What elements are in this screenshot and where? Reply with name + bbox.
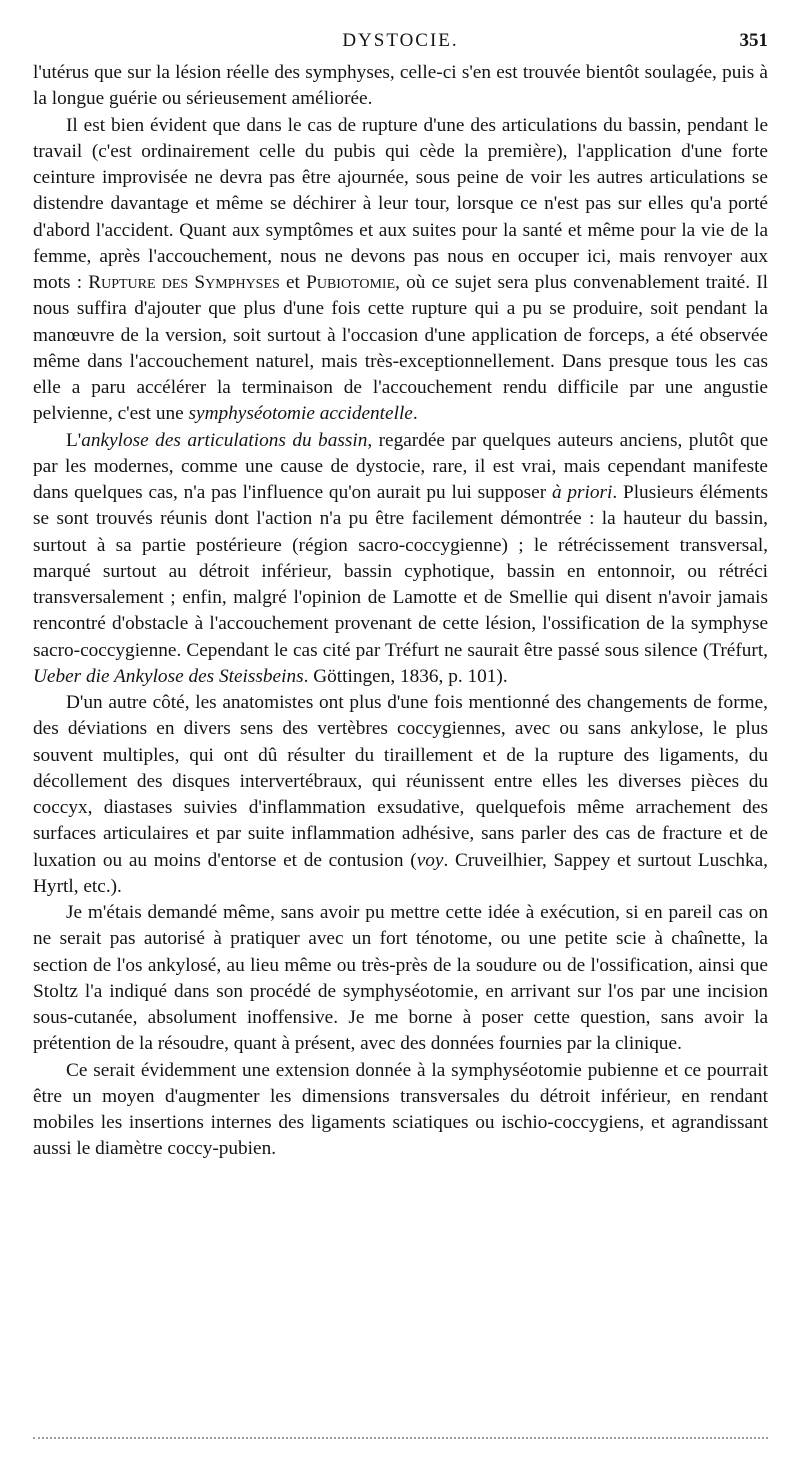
cross-reference: Rupture des Symphyses — [88, 272, 280, 293]
paragraph-anatomists — [33, 690, 768, 900]
text-run: , regardée par quelques auteurs anciens, plutôt que par les modernes, comme une cause de dystocie, rare, il est vrai, mais cependant manifeste dans quelques cas, n'a pas l'influence qu'on aurait pu lui supposer — [33, 429, 768, 503]
text-run: et — [279, 272, 307, 293]
emphasis: voy — [416, 849, 444, 871]
cross-reference: Pubiotomie — [306, 272, 396, 293]
text-run: . Plusieurs éléments se sont trouvés réunis dont l'action n'a pu être facilement démontrée : la hauteur du bassin, surtout à sa partie postérieure (région sacro-coccygienne) ; le rétrécissement transversal, marqué surtout au détroit inférieur, bassin cyphotique, bassin en entonnoir, ou rétréci transversalement ; enfin, malgré l'opinion de Lamotte et de Smellie qui disent n'avoir jamais rencontré d'obstacle à l'accouchement provenant de cette lésion, l'ossification de la symphyse sacro-coccygienne. Cependant le cas cité par Tréfurt ne saurait être passé sous silence (Tréfurt, — [33, 482, 768, 661]
page-body — [33, 60, 768, 1163]
paragraph-tenotome: Je m'étais demandé même, sans avoir pu mettre cette idée à exécution, si en pareil cas on ne serait pas autorisé à pratiquer avec un fort ténotome, ou une petite scie à chaînette, la section de l'os ankylosé, au lieu même ou très-près de la soudure ou de l'ossification, ainsi que Stoltz l'a indiqué dans son procédé de symphyséotomie, en arrivant sur l'os par une incision sous-cutanée, absolument inoffensive. Je me borne à poser cette question, sans avoir la prétention de la résoudre, quant à présent, avec des données fournies par la clinique. — [33, 902, 768, 1055]
emphasis: à priori — [551, 482, 613, 503]
emphasis: ankylose des articulations du bassin — [81, 429, 368, 451]
text-run: D'un autre côté, les anatomistes ont plus d'une fois mentionné des changements de forme, des déviations en divers sens des vertèbres coccygiennes, avec ou sans ankylose, le plus souvent multiples, qui ont dû résulter du tiraillement et de la rupture des ligaments, du décollement des disques intervertébraux, qui réunissent entre elles les diverses pièces du coccyx, diastases suivies d'inflammation exsudative, quelquefois même arrachement des surfaces articulaires et par suite inflammation adhésive, sans parler des cas de fracture et de luxation ou au moins d'entorse et de contusion ( — [33, 692, 768, 871]
page-number: 351 — [739, 30, 768, 51]
citation-title: Ueber die Ankylose des Steissbeins — [33, 665, 304, 687]
text-run: Il est bien évident que dans le cas de rupture d'une des articulations du bassin, pendant le travail (c'est ordinairement celle du pubis qui cède la première), l'application d'une forte ceinture improvisée ne devra pas être ajournée, sous peine de voir les autres articulations se distendre davantage et même se déchirer à leur tour, lorsque ce n'est pas sur elles qu'a porté d'abord l'accident. Quant aux symptômes et aux suites pour la santé et même pour la vie de la femme, après l'accouchement, nous ne devons pas nous en occuper ici, mais renvoyer aux mots : — [33, 114, 768, 293]
text-run: , où ce sujet sera plus convenablement traité. Il nous suffira d'ajouter que plus d'une fois cette rupture qui a pu se produire, soit pendant la manœuvre de la version, soit surtout à l'occasion d'une application de forceps, a été observée même dans l'accouchement naturel, mais très-exceptionnellement. Dans presque tous les cas elle a paru accélérer la terminaison de l'accouchement rendu difficile par une angustie pelvienne, c'est une — [33, 272, 769, 425]
running-title: DYSTOCIE. — [342, 30, 459, 51]
book-page — [33, 30, 768, 1163]
paragraph-symphyseotomy-extension: Ce serait évidemment une extension donnée à la symphyséotomie pubienne et ce pourrait être un moyen d'augmenter les dimensions transversales du détroit inférieur, en rendant mobiles les insertions internes des ligaments sciatiques ou ischio-coccygiens, et agrandissant aussi le diamètre coccy-pubien. — [33, 1059, 768, 1160]
paragraph-ankylosis — [33, 428, 768, 691]
text-run: . Cruveilhier, Sappey et surtout Luschka, Hyrtl, etc.). — [33, 849, 769, 897]
paragraph-symphysis-rupture — [33, 113, 768, 428]
text-run: . Göttingen, 1836, p. 101). — [303, 665, 508, 687]
footer-dotted-rule — [33, 1437, 768, 1439]
text-run: . — [412, 403, 418, 425]
text-run: L' — [66, 429, 82, 451]
emphasis: symphyséotomie accidentelle — [188, 403, 413, 425]
paragraph-continuation: l'utérus que sur la lésion réelle des symphyses, celle-ci s'en est trouvée bientôt soulagée, puis à la longue guérie ou sérieusement améliorée. — [33, 62, 768, 110]
page-header — [33, 30, 768, 60]
